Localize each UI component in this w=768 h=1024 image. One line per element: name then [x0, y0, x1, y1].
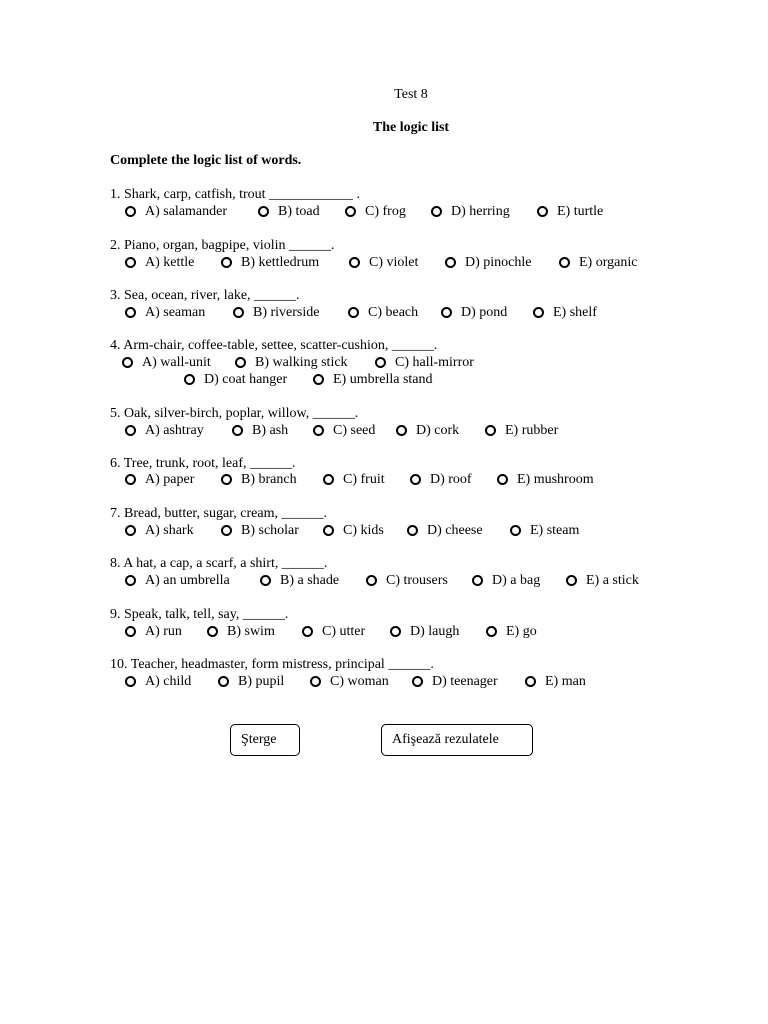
radio-circle-icon[interactable] — [441, 307, 452, 318]
option-radio-c[interactable] — [345, 203, 406, 220]
radio-circle-icon[interactable] — [486, 626, 497, 637]
option-label: B) swim — [227, 624, 275, 639]
option-radio-d[interactable] — [407, 522, 483, 539]
option-label: E) a stick — [586, 573, 639, 588]
question-prompt: 2. Piano, organ, bagpipe, violin ______. — [110, 238, 335, 253]
option-label: A) ashtray — [145, 423, 204, 438]
question-prompt: 8. A hat, a cap, a scarf, a shirt, ______. — [110, 556, 328, 571]
radio-circle-icon[interactable] — [125, 525, 136, 536]
page-title: The logic list — [372, 120, 450, 135]
option-radio-d[interactable] — [390, 623, 459, 640]
radio-circle-icon[interactable] — [485, 425, 496, 436]
radio-circle-icon[interactable] — [235, 357, 246, 368]
option-label: E) shelf — [553, 305, 597, 320]
radio-circle-icon[interactable] — [313, 374, 324, 385]
option-label: A) salamander — [145, 204, 228, 219]
option-radio-d[interactable] — [410, 471, 472, 488]
option-label: A) child — [145, 674, 192, 689]
option-radio-a[interactable] — [125, 673, 191, 690]
radio-circle-icon[interactable] — [125, 626, 136, 637]
option-label: B) riverside — [253, 305, 320, 320]
option-radio-b[interactable] — [235, 354, 348, 371]
option-radio-d[interactable] — [472, 572, 540, 589]
option-label: D) coat hanger — [204, 372, 288, 387]
option-label: C) fruit — [343, 472, 385, 487]
option-radio-a[interactable] — [125, 471, 194, 488]
option-radio-a[interactable] — [125, 422, 204, 439]
option-label: C) utter — [322, 624, 366, 639]
option-label: B) toad — [278, 204, 320, 219]
option-radio-d[interactable] — [184, 371, 287, 388]
option-radio-b[interactable] — [260, 572, 339, 589]
option-radio-b[interactable] — [233, 304, 319, 321]
option-radio-e[interactable] — [313, 371, 433, 388]
option-label: B) scholar — [241, 523, 299, 538]
radio-circle-icon[interactable] — [366, 575, 377, 586]
option-label: E) organic — [579, 255, 638, 270]
option-label: B) branch — [241, 472, 297, 487]
radio-circle-icon[interactable] — [125, 474, 136, 485]
option-radio-c[interactable] — [349, 254, 418, 271]
option-radio-e[interactable] — [559, 254, 637, 271]
radio-circle-icon[interactable] — [396, 425, 407, 436]
option-radio-b[interactable] — [221, 254, 319, 271]
option-label: C) beach — [368, 305, 419, 320]
option-radio-e[interactable] — [533, 304, 597, 321]
clear-button[interactable]: Şterge — [230, 724, 300, 756]
option-label: C) hall-mirror — [395, 355, 474, 370]
option-label: C) violet — [369, 255, 419, 270]
option-label: C) trousers — [386, 573, 448, 588]
option-radio-c[interactable] — [313, 422, 375, 439]
option-label: B) a shade — [280, 573, 340, 588]
option-label: E) umbrella stand — [333, 372, 433, 387]
radio-circle-icon[interactable] — [125, 425, 136, 436]
radio-circle-icon[interactable] — [412, 676, 423, 687]
option-label: B) pupil — [238, 674, 285, 689]
radio-circle-icon[interactable] — [125, 257, 136, 268]
radio-circle-icon[interactable] — [445, 257, 456, 268]
radio-circle-icon[interactable] — [323, 525, 334, 536]
option-label: A) an umbrella — [145, 573, 230, 588]
question-prompt: 6. Tree, trunk, root, leaf, ______. — [110, 456, 296, 471]
option-label: C) kids — [343, 523, 384, 538]
question-prompt: 5. Oak, silver-birch, poplar, willow, ______. — [110, 406, 359, 421]
option-radio-a[interactable] — [125, 304, 205, 321]
option-radio-e[interactable] — [497, 471, 594, 488]
option-label: C) frog — [365, 204, 406, 219]
option-radio-b[interactable] — [207, 623, 275, 640]
option-radio-e[interactable] — [485, 422, 558, 439]
option-label: A) shark — [145, 523, 194, 538]
option-radio-a[interactable] — [125, 522, 194, 539]
radio-circle-icon[interactable] — [125, 307, 136, 318]
radio-circle-icon[interactable] — [233, 307, 244, 318]
option-label: D) roof — [430, 472, 472, 487]
option-radio-c[interactable] — [323, 471, 385, 488]
option-label: E) go — [506, 624, 537, 639]
option-label: E) turtle — [557, 204, 604, 219]
option-radio-a[interactable] — [125, 254, 194, 271]
option-radio-b[interactable] — [218, 673, 284, 690]
option-radio-c[interactable] — [323, 522, 384, 539]
radio-circle-icon[interactable] — [537, 206, 548, 217]
option-label: D) cork — [416, 423, 460, 438]
option-label: E) mushroom — [517, 472, 594, 487]
option-radio-c[interactable] — [310, 673, 389, 690]
option-label: D) teenager — [432, 674, 498, 689]
radio-circle-icon[interactable] — [525, 676, 536, 687]
radio-circle-icon[interactable] — [125, 575, 136, 586]
question-prompt: 1. Shark, carp, catfish, trout ____________ . — [110, 187, 361, 202]
option-label: B) ash — [252, 423, 289, 438]
option-label: B) walking stick — [255, 355, 348, 370]
show-results-button[interactable]: Afişează rezulatele — [381, 724, 533, 756]
option-radio-e[interactable] — [566, 572, 639, 589]
radio-circle-icon[interactable] — [232, 425, 243, 436]
radio-circle-icon[interactable] — [472, 575, 483, 586]
option-radio-c[interactable] — [375, 354, 474, 371]
option-radio-a[interactable] — [125, 203, 227, 220]
question-prompt: 3. Sea, ocean, river, lake, ______. — [110, 288, 300, 303]
option-label: E) steam — [530, 523, 580, 538]
option-label: C) woman — [330, 674, 389, 689]
radio-circle-icon[interactable] — [510, 525, 521, 536]
option-radio-c[interactable] — [302, 623, 365, 640]
radio-circle-icon[interactable] — [323, 474, 334, 485]
option-label: A) paper — [145, 472, 195, 487]
option-radio-a[interactable] — [125, 572, 230, 589]
option-radio-b[interactable] — [221, 471, 297, 488]
radio-circle-icon[interactable] — [559, 257, 570, 268]
radio-circle-icon[interactable] — [497, 474, 508, 485]
option-radio-a[interactable] — [125, 623, 182, 640]
radio-circle-icon[interactable] — [258, 206, 269, 217]
radio-circle-icon[interactable] — [221, 257, 232, 268]
radio-circle-icon[interactable] — [348, 307, 359, 318]
radio-circle-icon[interactable] — [184, 374, 195, 385]
radio-circle-icon[interactable] — [310, 676, 321, 687]
option-label: D) cheese — [427, 523, 483, 538]
radio-circle-icon[interactable] — [349, 257, 360, 268]
option-label: B) kettledrum — [241, 255, 320, 270]
option-label: D) herring — [451, 204, 510, 219]
question-prompt: 7. Bread, butter, sugar, cream, ______. — [110, 506, 327, 521]
radio-circle-icon[interactable] — [125, 676, 136, 687]
radio-circle-icon[interactable] — [260, 575, 271, 586]
option-label: A) kettle — [145, 255, 195, 270]
option-radio-c[interactable] — [366, 572, 448, 589]
option-label: A) wall-unit — [142, 355, 211, 370]
option-radio-d[interactable] — [412, 673, 498, 690]
question-prompt: 10. Teacher, headmaster, form mistress, principal ______. — [110, 657, 434, 672]
option-radio-b[interactable] — [221, 522, 299, 539]
option-radio-e[interactable] — [525, 673, 586, 690]
radio-circle-icon[interactable] — [566, 575, 577, 586]
radio-circle-icon[interactable] — [122, 357, 133, 368]
radio-circle-icon[interactable] — [302, 626, 313, 637]
option-radio-d[interactable] — [396, 422, 459, 439]
radio-circle-icon[interactable] — [407, 525, 418, 536]
question-prompt: 4. Arm-chair, coffee-table, settee, scatter-cushion, ______. — [110, 338, 438, 353]
option-label: E) rubber — [505, 423, 559, 438]
option-label: D) laugh — [410, 624, 460, 639]
option-radio-c[interactable] — [348, 304, 418, 321]
option-label: C) seed — [333, 423, 376, 438]
option-radio-d[interactable] — [445, 254, 531, 271]
question-prompt: 9. Speak, talk, tell, say, ______. — [110, 607, 289, 622]
option-radio-d[interactable] — [441, 304, 507, 321]
radio-circle-icon[interactable] — [390, 626, 401, 637]
option-radio-b[interactable] — [258, 203, 320, 220]
instruction-text: Complete the logic list of words. — [110, 153, 302, 168]
option-label: D) pinochle — [465, 255, 532, 270]
radio-circle-icon[interactable] — [375, 357, 386, 368]
option-radio-a[interactable] — [122, 354, 211, 371]
option-label: D) a bag — [492, 573, 541, 588]
option-radio-e[interactable] — [537, 203, 603, 220]
option-radio-d[interactable] — [431, 203, 510, 220]
radio-circle-icon[interactable] — [221, 474, 232, 485]
radio-circle-icon[interactable] — [431, 206, 442, 217]
option-label: A) run — [145, 624, 182, 639]
radio-circle-icon[interactable] — [410, 474, 421, 485]
radio-circle-icon[interactable] — [125, 206, 136, 217]
radio-circle-icon[interactable] — [218, 676, 229, 687]
radio-circle-icon[interactable] — [533, 307, 544, 318]
radio-circle-icon[interactable] — [313, 425, 324, 436]
option-radio-e[interactable] — [486, 623, 537, 640]
radio-circle-icon[interactable] — [345, 206, 356, 217]
option-label: D) pond — [461, 305, 508, 320]
radio-circle-icon[interactable] — [207, 626, 218, 637]
option-label: A) seaman — [145, 305, 206, 320]
option-radio-e[interactable] — [510, 522, 579, 539]
test-number: Test 8 — [394, 87, 428, 102]
option-label: E) man — [545, 674, 586, 689]
option-radio-b[interactable] — [232, 422, 288, 439]
radio-circle-icon[interactable] — [221, 525, 232, 536]
